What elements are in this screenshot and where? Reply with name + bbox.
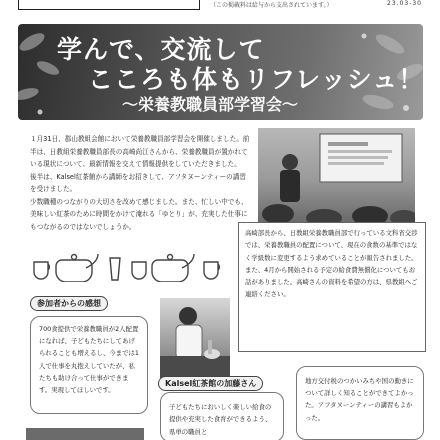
header-number: 23.03-30 [387,0,422,7]
instructor-comment: 子どもたちにおいしく楽しい給食の提供や充実した食育ができるよう、県単の職員と [160,392,284,440]
intro-paragraph: 少数職種のつながりの大切さを改めて感じました。また、忙しい中でも、美味しい紅茶のために時間をかけて淹れる「ゆとり」が、充実した仕事にもつながるのではないでしょうか。 [30,197,248,231]
header-note: （この掲載料は給与から支出されています。） [210,2,333,9]
section-title-instructor: Kalsel紅茶館の加藤さん [158,376,263,391]
intro-paragraph: １月31日、郡山教組会館において栄養教職員部学習会を開催しました。前半は、日教組栄養教職員部長の高崎尚江さんから、栄養教職員が置かれている現状について、最新情報を交えて情報提供をしていただきました。 [30,135,250,168]
intro-paragraph: 後半は、Kalsel紅茶館から講師をお招きして、アフタヌーンティーの講習を受けました。 [30,172,246,193]
page-title-line2: こころも体もリフレッシュ！ [88,65,425,94]
intro-article [30,133,252,233]
section-title-feedback: 参加者からの感想 [30,296,108,311]
teapot-decoration-icon [28,248,228,282]
bottom-photo [26,428,144,440]
page-subtitle: ～栄養教職員部学習会～ [122,95,299,114]
lecture-photo [258,128,415,222]
page-title-line1: 学んで、交流して [57,35,265,64]
title-block [0,0,440,120]
instructor-photo [160,298,230,378]
info-box: 高崎部長から、日教組栄養教職員部で行っている文科省交渉では、栄養教職員の配置について、現在の食数の基準ではなく学級数に変更するよう求めていることが報告されました。また、4月から開始される予定の給食費無償化についてもお話がありました。高崎さんの資料を希望の方は、県教組へご連絡ください。 [238,222,426,352]
participant-comment: 700食提供で栄養教職員が2人配置になれば、子どもたちにしてあげられることも増えるし、今までは1人で仕事を丸抱えしていたが、私たちも助け合って仕事ができます。実現してほしいです。 [30,316,148,414]
participant-comment-2: 地方交付税のつかいみちや国の動きについて詳しく知ることができてよかった。アフタヌーンティーの講習もよかった。 [296,366,424,440]
